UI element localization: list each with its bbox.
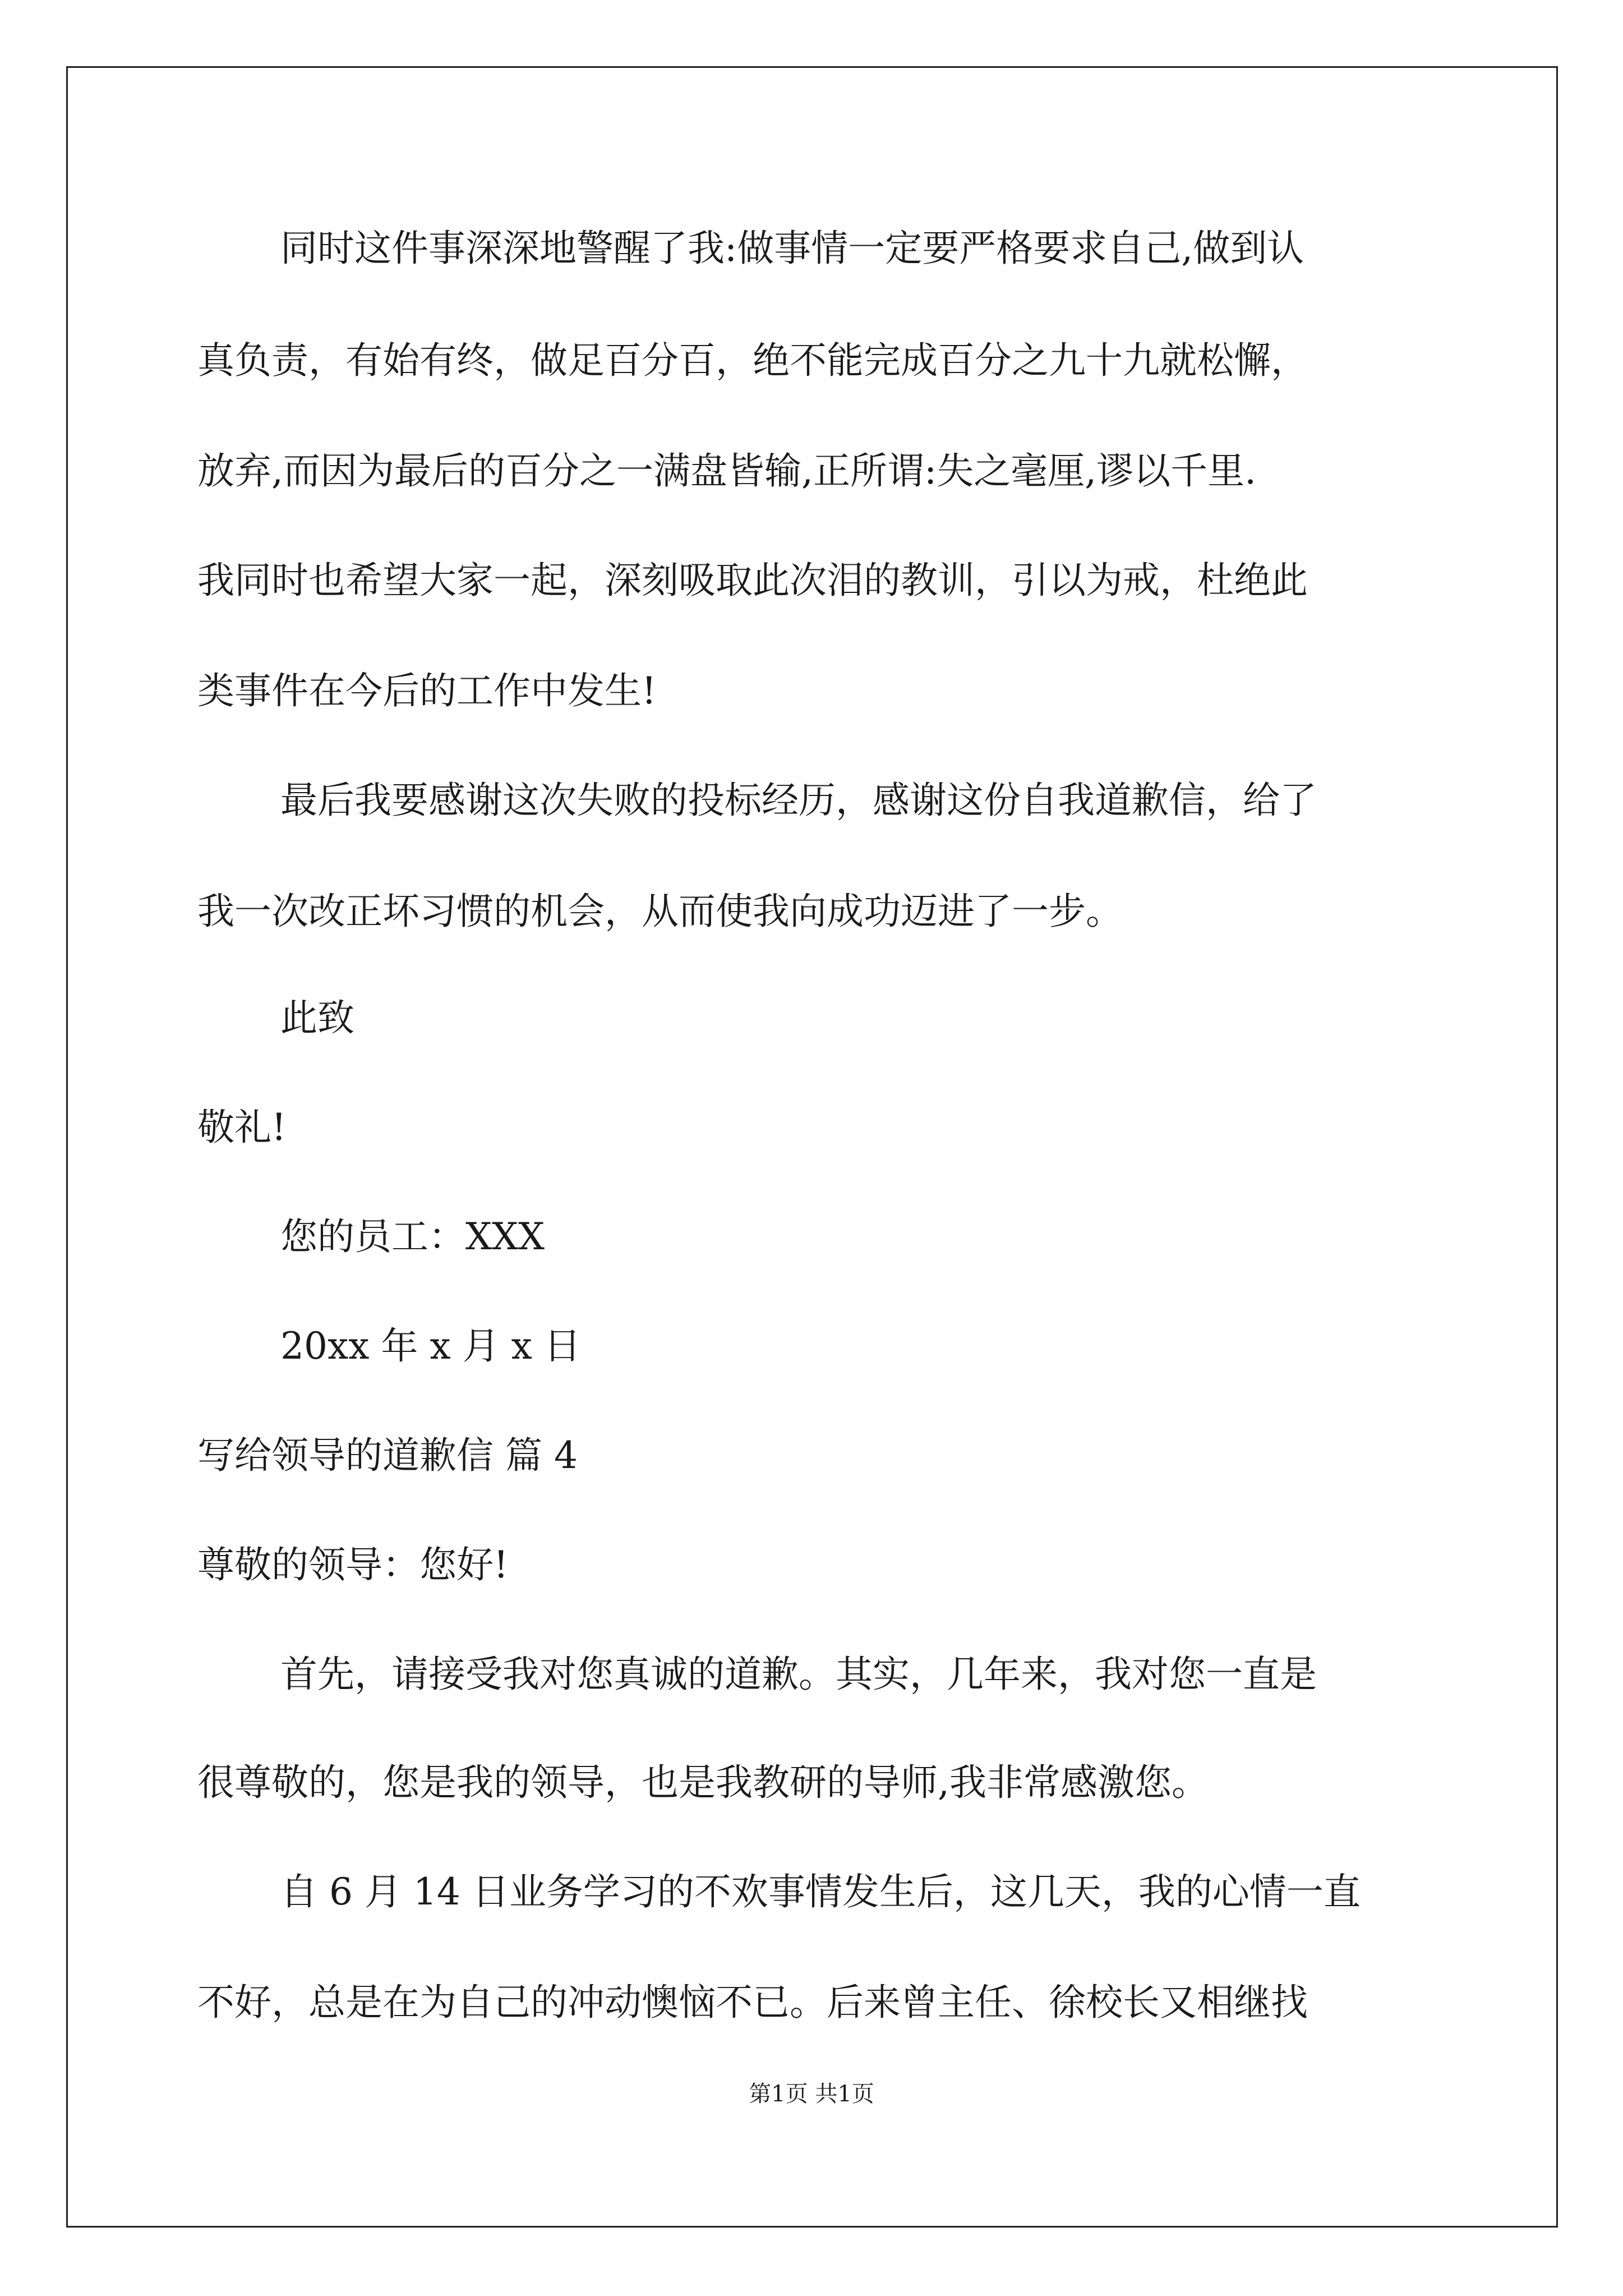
paragraph-1-line-2: 真负责，有始有终，做足百分百，绝不能完成百分之九十九就松懈，	[197, 339, 1308, 382]
page-number-footer: 第1页 共1页	[749, 2081, 874, 2107]
date-text: 20xx 年 x 月 x 日	[280, 1324, 581, 1368]
salute-text: 敬礼!	[197, 1106, 287, 1149]
paragraph-3-line-1: 首先，请接受我对您真诚的道歉。其实，几年来，我对您一直是	[280, 1653, 1317, 1696]
paragraph-1-line-4: 我同时也希望大家一起，深刻吸取此次泪的教训，引以为戒，杜绝此	[197, 559, 1308, 602]
greeting-text: 尊敬的领导：您好!	[197, 1543, 509, 1586]
closing-text: 此致	[280, 996, 354, 1039]
section-title: 写给领导的道歉信 篇 4	[197, 1434, 578, 1477]
paragraph-1-line-3: 放弃,而因为最后的百分之一满盘皆输,正所谓:失之毫厘,谬以千里.	[197, 449, 1257, 493]
paragraph-1-line-5: 类事件在今后的工作中发生!	[197, 669, 657, 712]
paragraph-4-line-2: 不好，总是在为自己的冲动懊恼不已。后来曾主任、徐校长又相继找	[197, 1981, 1308, 2024]
paragraph-3-line-2: 很尊敬的，您是我的领导，也是我教研的导师,我非常感激您。	[197, 1761, 1209, 1804]
paragraph-4-line-1: 自 6 月 14 日业务学习的不欢事情发生后，这几天，我的心情一直	[280, 1870, 1361, 1913]
paragraph-1-line-1: 同时这件事深深地警醒了我:做事情一定要严格要求自己,做到认	[280, 227, 1304, 270]
signature-text: 您的员工：XXX	[280, 1215, 545, 1258]
paragraph-2-line-1: 最后我要感谢这次失败的投标经历，感谢这份自我道歉信，给了	[280, 779, 1317, 822]
paragraph-2-line-2: 我一次改正坏习惯的机会，从而使我向成功迈进了一步。	[197, 890, 1123, 933]
